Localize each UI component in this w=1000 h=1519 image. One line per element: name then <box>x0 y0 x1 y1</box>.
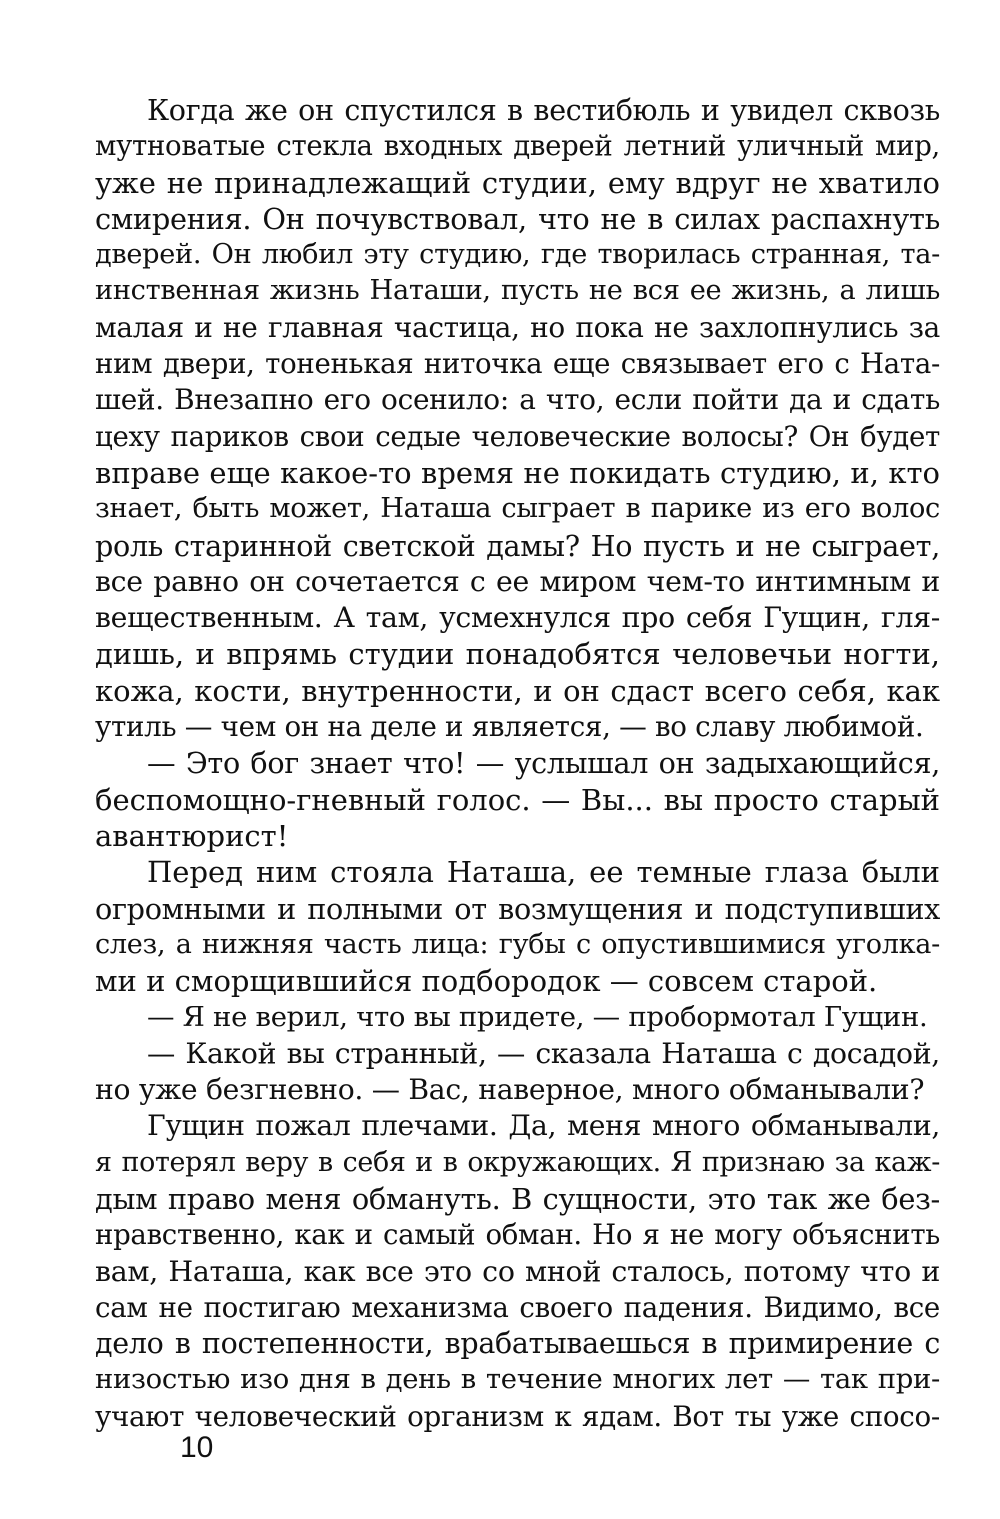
text-line: ми и сморщившийся подбородок — совсем старой. <box>95 964 878 999</box>
text-line: вправе еще какое-то время не покидать студию, и, кто <box>95 455 940 490</box>
text-line: Гущин пожал плечами. Да, меня много обманывали, <box>147 1109 940 1143</box>
text-line: уже не принадлежащий студии, ему вдруг не хватило <box>95 165 940 200</box>
text-line: инственная жизнь Наташи, пусть не вся ее жизнь, а лишь <box>95 275 940 307</box>
text-line: вам, Наташа, как все это со мной сталось, потому что и <box>95 1254 940 1288</box>
text-line: нравственно, как и самый обман. Но я не могу объяснить <box>95 1218 940 1252</box>
text-line: дело в постепенности, врабатываешься в примирение с <box>95 1327 940 1361</box>
text-line: авантюрист! <box>95 818 289 853</box>
text-line: дишь, и впрямь студии понадобятся человечьи ногти, <box>95 637 940 672</box>
page-text <box>95 92 940 1435</box>
text-line: вещественным. А там, усмехнулся про себя Гущин, гля- <box>95 601 940 635</box>
text-line: низостью изо дня в день в течение многих лет — так при- <box>95 1364 940 1396</box>
text-line: дверей. Он любил эту студию, где творилась странная, та- <box>95 239 940 271</box>
text-line: — Это бог знает что! — услышал он задыхающийся, <box>147 746 940 781</box>
text-line: слез, а нижняя часть лица: губы с опустившимися уголка- <box>95 928 940 960</box>
text-line: учают человеческий организм к ядам. Вот ты уже спосо- <box>95 1399 940 1433</box>
text-line: дым право меня обмануть. В сущности, это так же без- <box>95 1181 940 1216</box>
text-line: беспомощно-гневный голос. — Вы... вы просто старый <box>95 782 940 817</box>
text-line: — Какой вы странный, — сказала Наташа с досадой, <box>147 1036 940 1070</box>
text-line: знает, быть может, Наташа сыграет в парике из его волос <box>95 493 940 525</box>
text-line: шей. Внезапно его осенило: а что, если пойти да и сдать <box>95 383 940 417</box>
text-line: огромными и полными от возмущения и подступивших <box>95 891 940 926</box>
text-line: роль старинной светской дамы? Но пусть и не сыграет, <box>95 528 940 563</box>
text-line: утиль — чем он на деле и является, — во славу любимой. <box>95 710 924 744</box>
text-line: я потерял веру в себя и в окружающих. Я признаю за каж- <box>95 1146 940 1178</box>
text-line: кожа, кости, внутренности, и он сдаст всего себя, как <box>95 673 940 708</box>
text-line: сам не постигаю механизма своего падения. Видимо, все <box>95 1290 940 1324</box>
text-line: малая и не главная частица, но пока не захлопнулись за <box>95 310 940 344</box>
text-line: смирения. Он почувствовал, что не в силах распахнуть <box>95 201 940 236</box>
text-line: Перед ним стояла Наташа, ее темные глаза были <box>147 855 940 890</box>
text-line: ним двери, тоненькая ниточка еще связывает его с Ната- <box>95 347 940 381</box>
text-line: но уже безгневно. — Вас, наверное, много обманывали? <box>95 1073 925 1107</box>
text-line: Когда же он спустился в вестибюль и увидел сквозь <box>147 93 940 127</box>
text-line: мутноватые стекла входных дверей летний уличный мир, <box>95 130 940 163</box>
text-line: — Я не верил, что вы придете, — пробормотал Гущин. <box>147 1001 928 1034</box>
text-line: цеху париков свои седые человеческие волосы? Он будет <box>95 419 940 453</box>
page-number: 10 <box>180 1431 214 1464</box>
text-line: все равно он сочетается с ее миром чем-то интимным и <box>95 564 940 598</box>
